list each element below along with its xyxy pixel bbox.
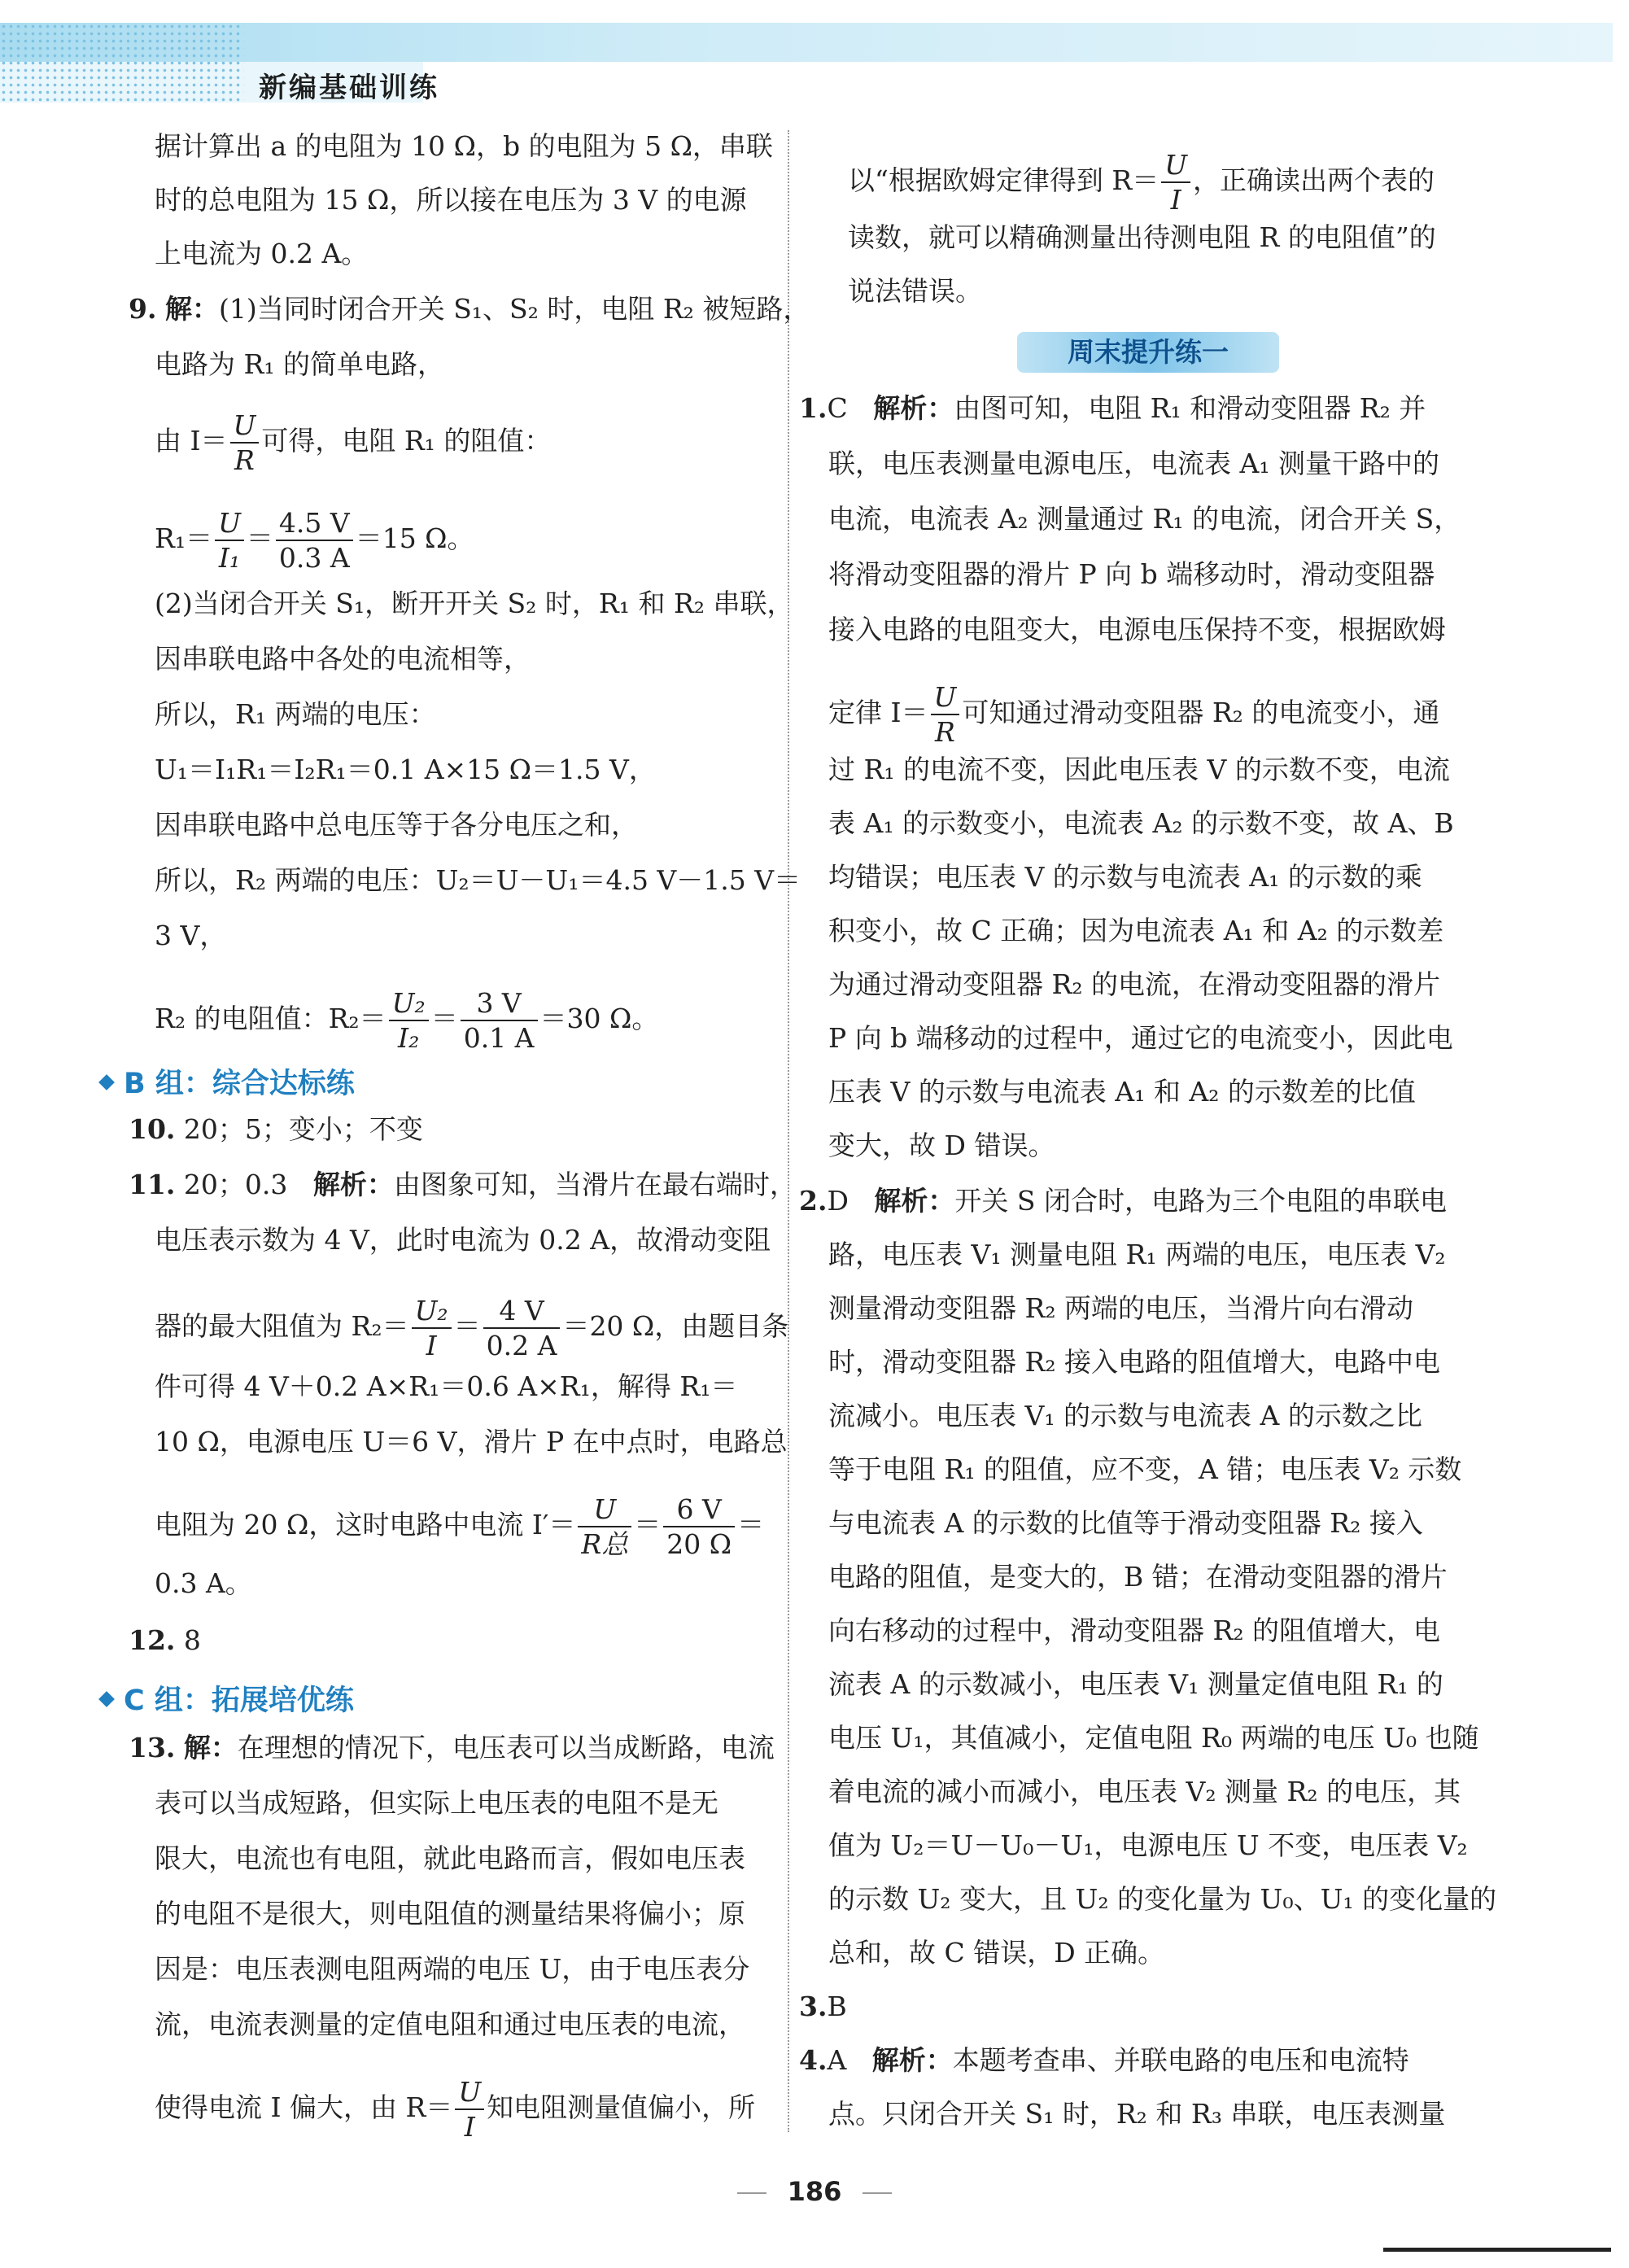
text-line: 联，电压表测量电源电压，电流表 A₁ 测量干路中的: [828, 448, 1440, 479]
text-line: 均错误；电压表 V 的示数与电流表 A₁ 的示数的乘: [828, 861, 1422, 893]
text-line: 电路为 R₁ 的简单电路，: [155, 348, 445, 380]
formula-line: [155, 2076, 756, 2143]
answer: 20；0.3: [183, 1169, 288, 1200]
text-line: 过 R₁ 的电流不变，因此电压表 V 的示数不变，电流: [828, 754, 1450, 785]
numerator: U₂: [412, 1297, 452, 1329]
diamond-icon: [98, 1074, 115, 1090]
numerator: 3 V: [461, 990, 538, 1021]
analysis-label: 解析：: [312, 1169, 394, 1200]
text-line: 流表 A 的示数减小，电压表 V₁ 测量定值电阻 R₁ 的: [828, 1668, 1443, 1700]
analysis-label: 解析：: [874, 1185, 955, 1217]
text-line: 所以，R₁ 两端的电压：: [155, 698, 436, 730]
denominator: I: [464, 2111, 475, 2143]
denominator: R总: [581, 1528, 629, 1560]
numerator: U: [1161, 151, 1190, 183]
text: 由 I＝: [155, 425, 228, 457]
answer: 8: [183, 1624, 201, 1656]
page-number: [0, 2176, 1629, 2207]
formula-line: [155, 507, 474, 574]
text-line: 路，电压表 V₁ 测量电阻 R₁ 两端的电压，电压表 V₂: [828, 1239, 1446, 1270]
text: 电阻为 20 Ω，这时电路中电流 I′＝: [155, 1509, 576, 1540]
text-line: 总和，故 C 错误，D 正确。: [828, 1937, 1165, 1969]
text-line: 0.3 A。: [155, 1567, 252, 1599]
text-line: 表 A₁ 的示数变小，电流表 A₂ 的示数不变，故 A、B: [828, 807, 1454, 839]
solution-label: 解：: [164, 293, 219, 325]
text-line: 压表 V 的示数与电流表 A₁ 和 A₂ 的示数差的比值: [828, 1076, 1416, 1108]
text: ＝: [737, 1509, 765, 1540]
numerator: U: [215, 509, 244, 541]
text-line: 流，电流表测量的定值电阻和通过电压表的电流，: [155, 2008, 745, 2040]
fraction: [412, 1297, 452, 1359]
answer: B: [827, 1991, 847, 2022]
text-line: 因是：电压表测电阻两端的电压 U，由于电压表分: [155, 1953, 750, 1985]
q9-line: [129, 293, 810, 326]
text-line: 电路的阻值，是变大的，B 错；在滑动变阻器的滑片: [828, 1561, 1448, 1593]
text: 由图象可知，当滑片在最右端时，: [393, 1169, 797, 1200]
footer-rule: [1383, 2248, 1611, 2252]
numerator: U: [455, 2078, 484, 2110]
text-line: 电流，电流表 A₂ 测量通过 R₁ 的电流，闭合开关 S，: [828, 503, 1461, 535]
question-number: 11.: [129, 1169, 176, 1200]
fraction: [483, 1297, 561, 1359]
group-b-heading: [101, 1061, 355, 1102]
text-line: 时，滑动变阻器 R₂ 接入电路的阻值增大，电路中电: [828, 1346, 1441, 1378]
denominator: I: [1170, 184, 1181, 216]
fraction: [215, 507, 244, 574]
denominator: I₁: [218, 542, 241, 574]
group-label: C 组：拓展培优练: [124, 1685, 354, 1717]
denominator: I: [426, 1330, 437, 1361]
fraction: [461, 987, 538, 1054]
header-dot-pattern: [0, 23, 244, 104]
header-title: 新编基础训练: [259, 72, 439, 104]
dash: [737, 2192, 766, 2194]
text: 器的最大阻值为 R₂＝: [155, 1310, 409, 1342]
question-number: 12.: [129, 1624, 176, 1656]
question-number: 1.: [799, 392, 828, 424]
text-line: 点。只闭合开关 S₁ 时，R₂ 和 R₃ 串联，电压表测量: [828, 2098, 1446, 2130]
text: ＝30 Ω。: [539, 1003, 659, 1034]
text: 以“根据欧姆定律得到 R＝: [848, 164, 1160, 196]
numerator: U: [578, 1496, 631, 1527]
denominator: R: [234, 444, 255, 476]
text-line: 等于电阻 R₁ 的阻值，应不变，A 错；电压表 V₂ 示数: [828, 1453, 1462, 1485]
text-line: 值为 U₂＝U－U₀－U₁，电源电压 U 不变，电压表 V₂: [828, 1829, 1468, 1861]
group-label: B 组：综合达标练: [124, 1068, 355, 1100]
answer: D: [827, 1185, 849, 1217]
group-c-heading: [101, 1678, 354, 1719]
text-line: 将滑动变阻器的滑片 P 向 b 端移动时，滑动变阻器: [828, 558, 1435, 590]
question-number: 13.: [129, 1732, 176, 1763]
q10-line: [129, 1113, 423, 1146]
q1-line: [799, 392, 1426, 425]
text-line: 与电流表 A 的示数的比值等于滑动变阻器 R₂ 接入: [828, 1507, 1423, 1539]
text: ＝: [634, 1509, 662, 1540]
text: 在理想的情况下，电压表可以当成断路，电流: [237, 1732, 775, 1763]
text: ＝: [246, 522, 273, 554]
numerator: U₂: [389, 990, 429, 1021]
q11-line: [129, 1169, 797, 1201]
text: ＝15 Ω。: [355, 522, 474, 554]
text-line: 读数，就可以精确测量出待测电阻 R 的电阻值”的: [848, 221, 1436, 253]
numerator: U: [931, 684, 960, 715]
text-line: 3 V，: [155, 920, 227, 951]
formula-line: [848, 149, 1435, 216]
section-banner: 周末提升练一: [1017, 332, 1279, 373]
text-line: 限大，电流也有电阻，就此电路而言，假如电压表: [155, 1842, 745, 1874]
fraction: [389, 987, 429, 1054]
text-line: 流减小。电压表 V₁ 的示数与电流表 A 的示数之比: [828, 1400, 1422, 1431]
text-line: 因串联电路中总电压等于各分电压之和，: [155, 809, 638, 841]
text-line: 表可以当成短路，但实际上电压表的电阻不是无: [155, 1787, 718, 1819]
text-line: 接入电路的电阻变大，电源电压保持不变，根据欧姆: [828, 614, 1446, 645]
fraction: [931, 681, 960, 748]
q4-line: [799, 2044, 1409, 2077]
text-line: 上电流为 0.2 A。: [155, 238, 369, 269]
q2-line: [799, 1185, 1447, 1217]
text: R₂ 的电阻值：R₂＝: [155, 1003, 387, 1034]
column-divider: [788, 130, 789, 2132]
text-line: 变大，故 D 错误。: [828, 1130, 1055, 1161]
text: 本题考查串、并联电路的电压和电流特: [952, 2044, 1409, 2076]
denominator: 20 Ω: [666, 1528, 732, 1560]
fraction: [276, 507, 353, 574]
text-line: 积变小，故 C 正确；因为电流表 A₁ 和 A₂ 的示数差: [828, 915, 1444, 946]
text: R₁＝: [155, 522, 213, 554]
text-line: 所以，R₂ 两端的电压：U₂＝U－U₁＝4.5 V－1.5 V＝: [155, 864, 801, 896]
numerator: 4 V: [483, 1297, 561, 1329]
fraction: [230, 409, 260, 476]
text: ，正确读出两个表的: [1193, 164, 1435, 196]
q12-line: [129, 1624, 201, 1657]
formula-line: [155, 987, 659, 1054]
text: 可得，电阻 R₁ 的阻值：: [261, 425, 552, 457]
text: 由图可知，电阻 R₁ 和滑动变阻器 R₂ 并: [954, 392, 1426, 424]
fraction: [455, 2076, 484, 2143]
answer: 20；5；变小；不变: [183, 1113, 423, 1145]
fraction: [578, 1493, 631, 1560]
formula-line: [828, 681, 1440, 748]
text-line: 据计算出 a 的电阻为 10 Ω，b 的电阻为 5 Ω，串联: [155, 130, 773, 162]
dash: [863, 2192, 892, 2194]
text: ＝: [453, 1310, 481, 1342]
text-line: (2)当闭合开关 S₁，断开开关 S₂ 时，R₁ 和 R₂ 串联，: [155, 588, 794, 619]
question-number: 4.: [799, 2044, 828, 2076]
text-line: (1)当同时闭合开关 S₁、S₂ 时，电阻 R₂ 被短路，: [218, 293, 810, 325]
numerator: 6 V: [663, 1496, 735, 1527]
formula-line: [155, 1493, 765, 1560]
q13-line: [129, 1732, 775, 1764]
text-line: 因串联电路中各处的电流相等，: [155, 643, 531, 675]
text-line: 着电流的减小而减小，电压表 V₂ 测量 R₂ 的电压，其: [828, 1776, 1461, 1807]
text-line: 的示数 U₂ 变大，且 U₂ 的变化量为 U₀、U₁ 的变化量的: [828, 1883, 1497, 1915]
denominator: 0.1 A: [463, 1022, 535, 1054]
analysis-label: 解析：: [871, 2044, 953, 2076]
question-number: 3.: [799, 1991, 828, 2022]
text-line: 件可得 4 V＋0.2 A×R₁＝0.6 A×R₁，解得 R₁＝: [155, 1370, 738, 1402]
q3-line: [799, 1991, 847, 2023]
numerator: 4.5 V: [276, 509, 353, 541]
text-line: 向右移动的过程中，滑动变阻器 R₂ 的阻值增大，电: [828, 1615, 1441, 1646]
question-number: 2.: [799, 1185, 828, 1217]
text-line: 电压 U₁，其值减小，定值电阻 R₀ 两端的电压 U₀ 也随: [828, 1722, 1479, 1754]
text: 可知通过滑动变阻器 R₂ 的电流变小，通: [962, 697, 1440, 728]
solution-label: 解：: [183, 1732, 238, 1763]
text-line: P 向 b 端移动的过程中，通过它的电流变小，因此电: [828, 1022, 1453, 1054]
question-number: 10.: [129, 1113, 176, 1145]
formula-line: [155, 409, 552, 476]
answer: C: [827, 392, 848, 424]
text: ＝20 Ω，由题目条: [562, 1310, 789, 1342]
question-number: 9.: [129, 293, 157, 325]
fraction: [1161, 149, 1190, 216]
denominator: I₂: [398, 1022, 420, 1054]
page-number-value: 186: [787, 2176, 842, 2207]
text-line: 电压表示数为 4 V，此时电流为 0.2 A，故滑动变阻: [155, 1224, 771, 1256]
fraction: [663, 1493, 735, 1560]
text-line: 10 Ω，电源电压 U＝6 V，滑片 P 在中点时，电路总: [155, 1426, 788, 1457]
analysis-label: 解析：: [873, 392, 954, 424]
text-line: 测量滑动变阻器 R₂ 两端的电压，当滑片向右滑动: [828, 1292, 1414, 1324]
text: ＝: [430, 1003, 458, 1034]
diamond-icon: [98, 1691, 115, 1707]
text-line: 为通过滑动变阻器 R₂ 的电流，在滑动变阻器的滑片: [828, 968, 1441, 1000]
text-line: 说法错误。: [848, 275, 982, 307]
answer: A: [827, 2044, 847, 2076]
text-line: 的电阻不是很大，则电阻值的测量结果将偏小；原: [155, 1898, 745, 1929]
text: 定律 I＝: [828, 697, 928, 728]
text: 开关 S 闭合时，电路为三个电阻的串联电: [954, 1185, 1447, 1217]
text-line: U₁＝I₁R₁＝I₂R₁＝0.1 A×15 Ω＝1.5 V，: [155, 754, 656, 785]
denominator: 0.2 A: [486, 1330, 557, 1361]
denominator: R: [935, 716, 955, 748]
text: 知电阻测量值偏小，所: [487, 2091, 756, 2123]
text: 使得电流 I 偏大，由 R＝: [155, 2091, 453, 2123]
numerator: U: [230, 412, 260, 444]
formula-line: [155, 1297, 788, 1359]
text-line: 时的总电阻为 15 Ω，所以接在电压为 3 V 的电源: [155, 184, 747, 216]
denominator: 0.3 A: [278, 542, 350, 574]
